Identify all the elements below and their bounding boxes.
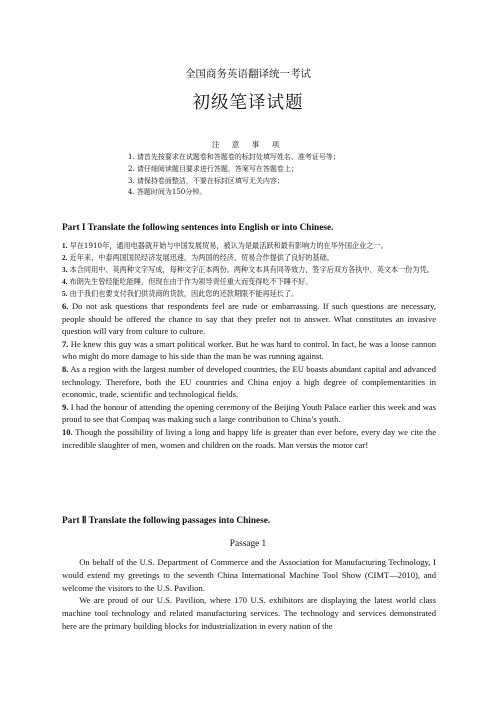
item-number: 6. [62,301,69,311]
notice-item: 2. 请仔细阅读题目要求进行答题，答案写在答题卷上； [128,164,298,173]
item-number: 1. [62,242,68,250]
sentence-item [62,338,436,363]
sentence-item [62,276,436,288]
passage-paragraph: We are proud of our U.S. Pavilion, where 170 U.S. exhibitors are displaying the latest world class machine tool technology and related manufacturing services. The technology and services demonstrated here are the primary building blocks for industrialization in every nation of the [62,595,436,631]
part2-heading: Part Ⅱ Translate the following passages into Chinese. [62,516,271,526]
item-text: As a region with the largest number of developed countries, the EU boasts abundant capital and advanced technology. Therefore, both the EU countries and China enjoy a high degree of complementarities in economic, trade, scientific and technological fields. [62,363,436,400]
item-text: 早在1910年，通用电器就开始与中国发展贸易，被认为是最活跃和最有影响力的在华外国企业之一。 [69,241,388,250]
sentence-item [62,426,436,451]
notice-item: 3. 请保持卷面整洁，不要在标封区填写无关内容； [128,176,284,185]
part1-items [62,240,436,451]
sentence-item [62,288,436,300]
item-text: I had the honour of attending the opening ceremony of the Beijing Youth Palace earlier this week and was proud to see that Compaq was making such a large contribution to China’s youth. [62,401,436,425]
exam-name: 全国商务英语翻译统一考试 [185,68,311,80]
item-text: 本合同用中、英两种文字写成，每种文字正本两份。两种文本具有同等效力，签字后双方各执中、英文本一份为凭。 [69,265,434,274]
item-number: 10. [62,426,73,437]
passage-title: Passage 1 [229,539,267,549]
item-text: Though the possibility of living a long and happy life is greater than ever before, every day we cite the incredible slaughter of men, women and children on the roads. Man versus the motor car! [62,426,436,450]
notice-item: 4. 答题时间为150分钟。 [128,188,207,197]
passage-body [62,556,436,633]
item-number: 3. [62,266,68,274]
sentence-item [62,264,436,276]
exam-title: 初级笔译试题 [192,93,304,113]
item-text: 由于我们也要支付我们供货商的货款，因此您的还款期限不能再延长了。 [69,289,299,298]
item-number: 7. [62,338,69,349]
item-text: 布朗先生曾经能吃能睡，但现在由于作为领导责任重大而变得吃不下睡不好。 [69,277,313,286]
item-text: He knew this guy was a smart political worker. But he was hard to control. In fact, he was a loose cannon who might do more damage to his side than the man he was running against. [62,338,436,362]
sentence-item [62,300,436,338]
item-number: 4. [62,278,68,286]
item-number: 8. [62,363,69,374]
sentence-item [62,363,436,401]
part1-heading: Part I Translate the following sentences into English or into Chinese. [62,223,334,233]
notice-item: 1. 请首先按要求在试题卷和答题卷的标封处填写姓名、准考证号等； [128,153,340,161]
item-number: 9. [62,401,69,412]
item-text: Do not ask questions that respondents feel are rude or embarrassing. If such questions are necessary, people should be offered the chance to say that they prefer not to answer. What constitutes an invasive question will vary from culture to culture. [62,301,436,337]
sentence-item [62,240,436,252]
notice-list [128,152,428,199]
passage-paragraph: On behalf of the U.S. Department of Commerce and the Association for Manufacturing Technology, I would extend my greetings to the seventh China International Machine Tool Show (CIMT—2010), and welcome the visitors to the U.S. Pavilion. [62,557,436,593]
sentence-item [62,252,436,264]
notice-heading: 注 意 事 项 [211,140,285,149]
item-text: 近年来，中泰两国国民经济发展迅速，为两国的经济、贸易合作提供了良好的基础。 [69,253,334,262]
sentence-item [62,401,436,426]
item-number: 5. [62,290,68,298]
item-number: 2. [62,254,68,262]
